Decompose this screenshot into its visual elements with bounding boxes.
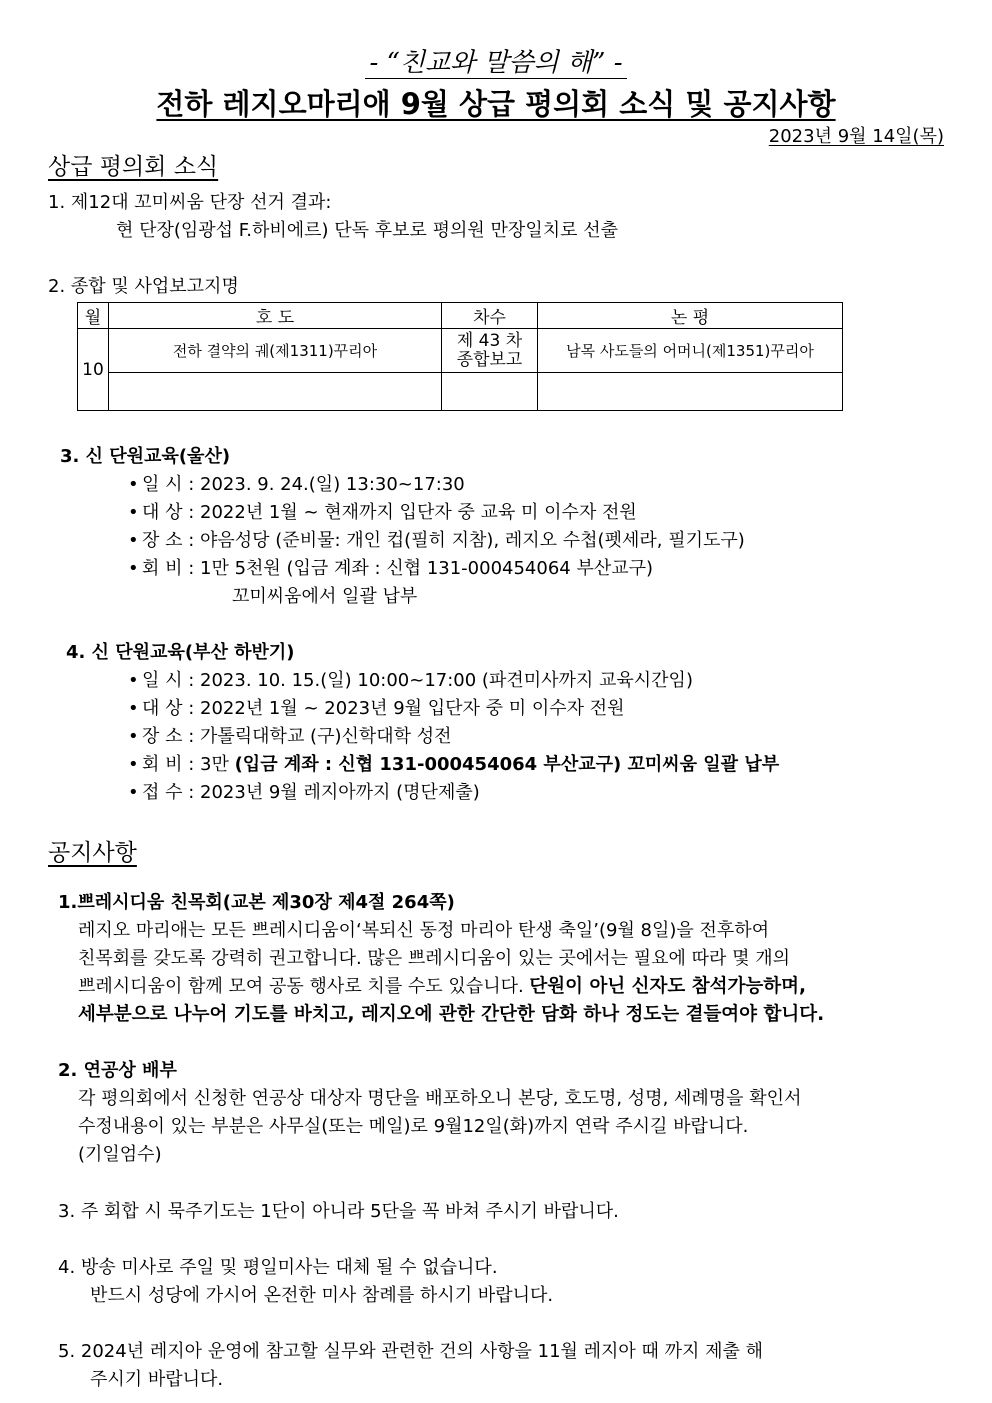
review-cell (538, 373, 843, 411)
item3-bullet-date: • 일 시 : 2023. 9. 24.(일) 13:30~17:30 (128, 474, 465, 495)
item3-bullet-place: • 장 소 : 야음성당 (준비물: 개인 컵(필히 지참), 레지오 수첩(펫세라, 필기도구) (128, 530, 745, 551)
notice2-line2: 수정내용이 있는 부분은 사무실(또는 메일)로 9월12일(화)까지 연락 주시길 바랍니다. (78, 1116, 749, 1137)
bullet-icon: • (128, 558, 139, 579)
item3-bullet-fee: • 회 비 : 1만 5천원 (입금 계좌 : 신협 131-000454064 부산교구) (128, 558, 654, 579)
notice5-line1: 5. 2024년 레지아 운영에 참고할 실무와 관련한 건의 사항을 11월 레지아 때 까지 제출 해 (58, 1341, 764, 1362)
notice4-line1: 4. 방송 미사로 주일 및 평일미사는 대체 될 수 없습니다. (58, 1257, 498, 1278)
item4-fee-account: (입금 계좌 : 신협 131-000454064 부산교구) 꼬미씨움 일괄 납부 (234, 754, 780, 775)
item4-bullet-registration: • 접 수 : 2023년 9월 레지아까지 (명단제출) (128, 782, 480, 803)
table-header-row (78, 303, 843, 329)
item1-label: 1. 제12대 꼬미씨움 단장 선거 결과: (48, 192, 332, 213)
item4-label: 4. 신 단원교육(부산 하반기) (66, 642, 295, 663)
notice2-line1: 각 평의회에서 신청한 연공상 대상자 명단을 배포하오니 본당, 호도명, 성명, 세례명을 확인서 (78, 1088, 802, 1109)
motto: - “친교와 말씀의 해” - (0, 42, 992, 79)
item2-label: 2. 종합 및 사업보고지명 (48, 276, 239, 297)
notice2-line3: (기일엄수) (78, 1144, 162, 1165)
bullet-icon: • (128, 726, 139, 747)
month-cell: 10 (78, 329, 109, 411)
item4-bullet-date: • 일 시 : 2023. 10. 15.(일) 10:00~17:00 (파견미사까지 교육시간임) (128, 670, 693, 691)
item1-detail: 현 단장(임광섭 F.하비에르) 단독 후보로 평의원 만장일치로 선출 (116, 220, 618, 241)
notice1-line2: 친목회를 갖도록 강력히 권고합니다. 많은 쁘레시디움이 있는 곳에서는 필요에 따라 몇 개의 (78, 948, 791, 969)
document-date: 2023년 9월 14일(목) (768, 126, 944, 147)
item4-bullet-target: • 대 상 : 2022년 1월 ~ 2023년 9월 입단자 중 미 이수자 전원 (128, 698, 625, 719)
section-heading-notices: 공지사항 (48, 840, 137, 866)
bullet-icon: • (128, 670, 139, 691)
bullet-icon: • (128, 530, 139, 551)
review-cell: 남목 사도들의 어머니(제1351)꾸리아 (538, 329, 843, 373)
item3-bullet-target: • 대 상 : 2022년 1월 ~ 현재까지 입단자 중 교육 미 이수자 전원 (128, 502, 637, 523)
notice1-line4: 세부분으로 나누어 기도를 바치고, 레지오에 관한 간단한 담화 하나 정도는 곁들여야 합니다. (78, 1004, 825, 1025)
item4-bullet-fee: • 회 비 : 3만 (입금 계좌 : 신협 131-000454064 부산교구) 꼬미씨움 일괄 납부 (128, 754, 780, 775)
chasu-line2: 종합보고 (456, 349, 523, 370)
col-header-review: 논 평 (538, 303, 843, 329)
notice3: 3. 주 회합 시 묵주기도는 1단이 아니라 5단을 꼭 바쳐 주시기 바랍니다. (58, 1201, 619, 1222)
table-row (78, 373, 843, 411)
hodo-cell: 전하 결약의 궤(제1311)꾸리아 (109, 329, 442, 373)
bullet-icon: • (128, 474, 139, 495)
item4-bullet-place: • 장 소 : 가톨릭대학교 (구)신학대학 성전 (128, 726, 452, 747)
col-header-hodo: 호 도 (109, 303, 442, 329)
notice2-title: 2. 연공상 배부 (58, 1060, 177, 1081)
chasu-cell (442, 329, 538, 373)
chasu-cell (442, 373, 538, 411)
notice1-bold-text: 단원이 아닌 신자도 참석가능하며, (529, 976, 806, 997)
notice1-title: 1.쁘레시디움 친목회(교본 제30장 제4절 264쪽) (58, 892, 455, 913)
item3-label: 3. 신 단원교육(울산) (60, 446, 231, 467)
col-header-month: 월 (78, 303, 109, 329)
table-row (78, 329, 843, 373)
bullet-icon: • (128, 502, 139, 523)
page-title: 전하 레지오마리애 9월 상급 평의회 소식 및 공지사항 (156, 87, 836, 121)
bullet-icon: • (128, 698, 139, 719)
item3-fee-continuation: 꼬미씨움에서 일괄 납부 (232, 586, 418, 607)
bullet-icon: • (128, 754, 139, 775)
notice1-line1: 레지오 마리애는 모든 쁘레시디움이‘복되신 동정 마리아 탄생 축일’(9월 8일)을 전후하여 (78, 920, 770, 941)
section-heading-council-news: 상급 평의회 소식 (48, 154, 219, 180)
notice1-line3: 쁘레시디움이 함께 모여 공동 행사로 치를 수도 있습니다. 단원이 아닌 신자도 참석가능하며, (78, 976, 806, 997)
hodo-cell (109, 373, 442, 411)
bullet-icon: • (128, 782, 139, 803)
report-table (77, 302, 843, 411)
col-header-chasu: 차수 (442, 303, 538, 329)
chasu-line1: 제 43 차 (456, 330, 523, 351)
notice5-line2: 주시기 바랍니다. (90, 1369, 224, 1390)
notice4-line2: 반드시 성당에 가시어 온전한 미사 참례를 하시기 바랍니다. (90, 1285, 554, 1306)
